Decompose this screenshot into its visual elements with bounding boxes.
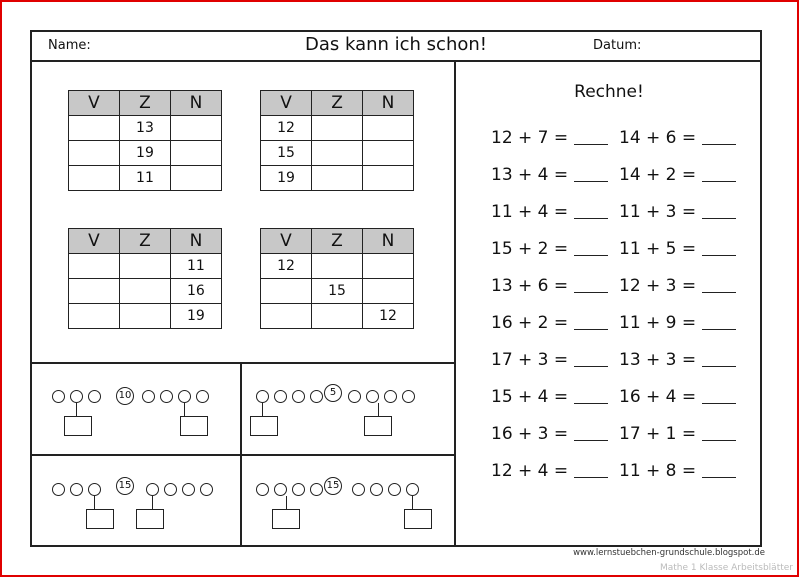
math-task-text: 16 + 3 = <box>491 424 569 444</box>
bead <box>406 483 419 496</box>
math-task <box>491 350 608 370</box>
table-cell[interactable] <box>119 279 170 304</box>
table-cell[interactable]: 15 <box>312 279 363 304</box>
header-divider <box>32 60 760 62</box>
answer-blank[interactable] <box>702 218 736 219</box>
table-cell[interactable] <box>312 254 363 279</box>
math-task <box>619 350 736 370</box>
answer-blank[interactable] <box>702 329 736 330</box>
table-cell[interactable]: 11 <box>170 254 221 279</box>
bead <box>88 390 101 403</box>
answer-blank[interactable] <box>574 403 608 404</box>
math-task <box>619 313 736 333</box>
bead <box>348 390 361 403</box>
col-header: V <box>69 91 120 116</box>
math-task <box>619 128 736 148</box>
col-header: N <box>363 229 414 254</box>
answer-blank[interactable] <box>574 329 608 330</box>
connector <box>378 403 379 416</box>
math-task <box>491 387 608 407</box>
bead <box>196 390 209 403</box>
table-cell[interactable] <box>363 141 414 166</box>
math-task <box>619 276 736 296</box>
col-header: N <box>363 91 414 116</box>
answer-box[interactable] <box>364 416 392 436</box>
table-cell[interactable] <box>312 166 363 191</box>
col-header: N <box>171 91 222 116</box>
table-cell[interactable] <box>261 279 312 304</box>
bead <box>70 390 83 403</box>
table-cell[interactable] <box>312 116 363 141</box>
section-divider <box>32 362 454 364</box>
math-task <box>491 128 608 148</box>
place-value-table-1 <box>68 90 222 191</box>
table-cell[interactable]: 19 <box>170 304 221 329</box>
table-cell[interactable] <box>69 279 120 304</box>
table-cell[interactable] <box>69 141 120 166</box>
answer-blank[interactable] <box>574 255 608 256</box>
math-task <box>619 461 736 481</box>
connector <box>262 403 263 416</box>
math-task-text: 11 + 5 = <box>619 239 697 259</box>
center-number-circle: 10 <box>116 387 134 405</box>
bead <box>256 390 269 403</box>
bead <box>310 483 323 496</box>
place-value-table-4 <box>260 228 414 329</box>
bead <box>352 483 365 496</box>
connector <box>152 496 153 509</box>
bead <box>388 483 401 496</box>
bead <box>366 390 379 403</box>
column-divider <box>454 60 456 545</box>
bead <box>70 483 83 496</box>
math-task <box>619 387 736 407</box>
math-task <box>491 202 608 222</box>
math-task-text: 11 + 3 = <box>619 202 697 222</box>
math-task-text: 15 + 2 = <box>491 239 569 259</box>
col-header: Z <box>119 229 170 254</box>
table-cell[interactable] <box>363 254 414 279</box>
bead <box>142 390 155 403</box>
answer-blank[interactable] <box>574 292 608 293</box>
bead <box>274 390 287 403</box>
table-cell[interactable] <box>363 116 414 141</box>
math-task-text: 13 + 6 = <box>491 276 569 296</box>
table-cell[interactable] <box>69 254 120 279</box>
answer-box[interactable] <box>64 416 92 436</box>
worksheet <box>30 30 762 547</box>
math-task <box>619 165 736 185</box>
math-task-text: 16 + 2 = <box>491 313 569 333</box>
center-number-circle: 15 <box>324 477 342 495</box>
answer-blank[interactable] <box>702 292 736 293</box>
bead <box>384 390 397 403</box>
answer-box[interactable] <box>250 416 278 436</box>
table-cell[interactable] <box>171 141 222 166</box>
rechne-heading: Rechne! <box>574 82 644 102</box>
worksheet-title: Das kann ich schon! <box>304 34 487 55</box>
table-cell[interactable]: 11 <box>119 166 170 191</box>
math-task <box>619 239 736 259</box>
table-cell[interactable] <box>69 166 120 191</box>
name-label: Name: <box>48 38 91 53</box>
table-cell[interactable] <box>363 166 414 191</box>
bead <box>402 390 415 403</box>
bead <box>292 483 305 496</box>
center-number-circle: 15 <box>116 477 134 495</box>
answer-blank[interactable] <box>574 144 608 145</box>
math-task-text: 15 + 4 = <box>491 387 569 407</box>
date-label: Datum: <box>593 38 642 53</box>
table-cell[interactable]: 12 <box>261 116 312 141</box>
math-task-text: 13 + 4 = <box>491 165 569 185</box>
footer-url: www.lernstuebchen-grundschule.blogspot.de <box>573 548 765 558</box>
answer-blank[interactable] <box>574 181 608 182</box>
bead <box>52 483 65 496</box>
connector <box>412 496 413 509</box>
bead <box>88 483 101 496</box>
table-cell[interactable]: 15 <box>261 141 312 166</box>
bead <box>182 483 195 496</box>
math-task-text: 12 + 4 = <box>491 461 569 481</box>
table-cell[interactable]: 19 <box>119 141 170 166</box>
col-header: V <box>261 91 312 116</box>
table-cell[interactable]: 19 <box>261 166 312 191</box>
math-task-text: 11 + 4 = <box>491 202 569 222</box>
bead <box>178 390 191 403</box>
col-header: N <box>170 229 221 254</box>
bead <box>274 483 287 496</box>
answer-box[interactable] <box>86 509 114 529</box>
bead <box>256 483 269 496</box>
answer-blank[interactable] <box>702 440 736 441</box>
bead <box>164 483 177 496</box>
math-task <box>619 202 736 222</box>
math-task-text: 14 + 6 = <box>619 128 697 148</box>
connector <box>184 403 185 416</box>
math-task <box>491 239 608 259</box>
math-task-text: 11 + 9 = <box>619 313 697 333</box>
bead <box>52 390 65 403</box>
col-header: Z <box>119 91 170 116</box>
math-task <box>491 276 608 296</box>
math-task-text: 16 + 4 = <box>619 387 697 407</box>
math-task <box>491 313 608 333</box>
math-task <box>491 165 608 185</box>
table-cell[interactable]: 12 <box>363 304 414 329</box>
section-divider <box>32 454 454 456</box>
answer-blank[interactable] <box>702 403 736 404</box>
math-task-text: 14 + 2 = <box>619 165 697 185</box>
answer-blank[interactable] <box>702 144 736 145</box>
bead <box>160 390 173 403</box>
answer-blank[interactable] <box>702 181 736 182</box>
answer-blank[interactable] <box>574 477 608 478</box>
answer-blank[interactable] <box>574 366 608 367</box>
connector <box>76 403 77 416</box>
table-cell[interactable] <box>69 304 120 329</box>
answer-blank[interactable] <box>702 366 736 367</box>
table-cell[interactable] <box>261 304 312 329</box>
bead <box>310 390 323 403</box>
math-task <box>619 424 736 444</box>
table-cell[interactable] <box>119 304 170 329</box>
math-task-text: 12 + 3 = <box>619 276 697 296</box>
answer-blank[interactable] <box>574 218 608 219</box>
table-cell[interactable] <box>69 116 120 141</box>
table-cell[interactable] <box>312 304 363 329</box>
col-header: V <box>261 229 312 254</box>
answer-box[interactable] <box>136 509 164 529</box>
math-task-text: 17 + 1 = <box>619 424 697 444</box>
table-cell[interactable]: 16 <box>170 279 221 304</box>
math-task-text: 12 + 7 = <box>491 128 569 148</box>
connector <box>286 496 287 509</box>
answer-box[interactable] <box>180 416 208 436</box>
math-task <box>491 424 608 444</box>
bead <box>200 483 213 496</box>
place-value-table-2 <box>260 90 414 191</box>
table-cell[interactable] <box>119 254 170 279</box>
watermark: Mathe 1 Klasse Arbeitsblätter <box>659 563 793 573</box>
bead <box>292 390 305 403</box>
table-cell[interactable] <box>171 166 222 191</box>
table-cell[interactable]: 13 <box>119 116 170 141</box>
col-header: Z <box>312 229 363 254</box>
center-number-circle: 5 <box>324 384 342 402</box>
bead <box>146 483 159 496</box>
answer-box[interactable] <box>272 509 300 529</box>
bead-section-divider <box>240 362 242 545</box>
col-header: Z <box>312 91 363 116</box>
answer-blank[interactable] <box>574 440 608 441</box>
place-value-table-3 <box>68 228 222 329</box>
table-cell[interactable] <box>363 279 414 304</box>
table-cell[interactable] <box>312 141 363 166</box>
bead <box>370 483 383 496</box>
table-cell[interactable] <box>171 116 222 141</box>
math-task-text: 11 + 8 = <box>619 461 697 481</box>
answer-blank[interactable] <box>702 477 736 478</box>
math-task-text: 17 + 3 = <box>491 350 569 370</box>
answer-box[interactable] <box>404 509 432 529</box>
math-task-text: 13 + 3 = <box>619 350 697 370</box>
table-cell[interactable]: 12 <box>261 254 312 279</box>
col-header: V <box>69 229 120 254</box>
math-task <box>491 461 608 481</box>
connector <box>94 496 95 509</box>
answer-blank[interactable] <box>702 255 736 256</box>
